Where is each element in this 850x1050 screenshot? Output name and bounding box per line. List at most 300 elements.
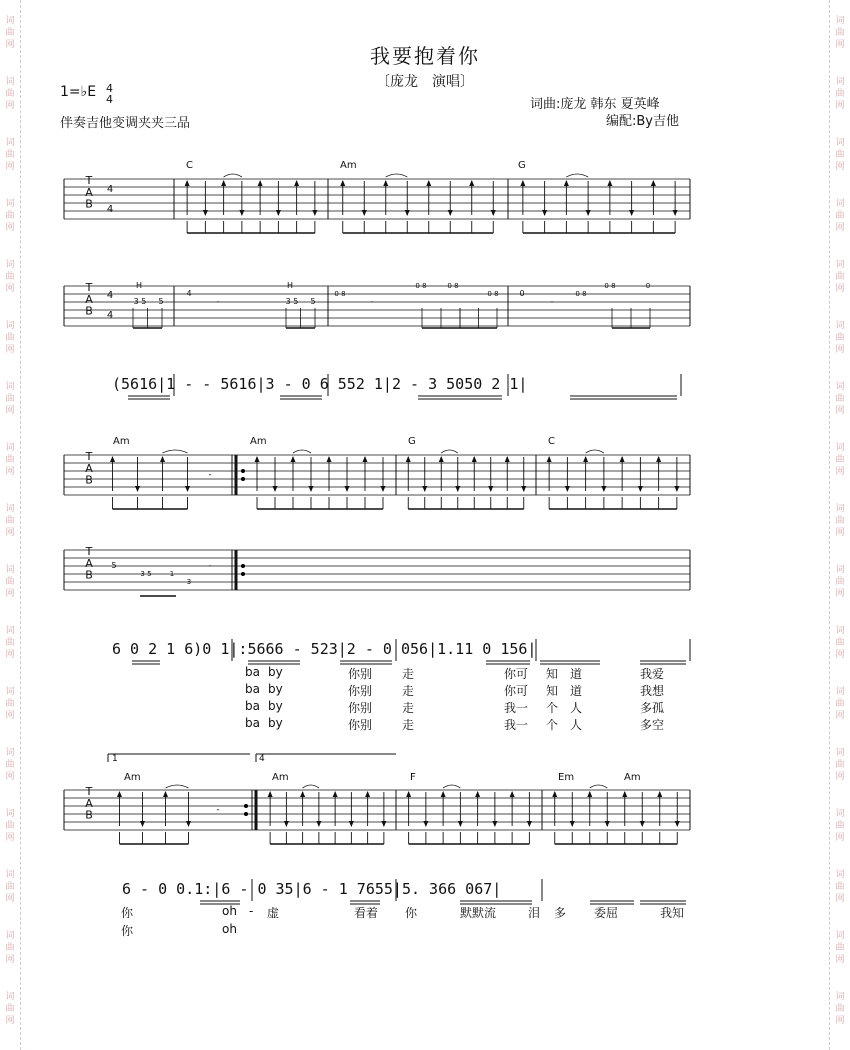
watermark-glyph: 网 bbox=[5, 345, 15, 355]
watermark-glyph: 网 bbox=[835, 284, 845, 294]
strum-up-arrow bbox=[620, 456, 625, 462]
tie-arc bbox=[166, 785, 189, 788]
watermark-glyph: 词 bbox=[5, 504, 15, 514]
tab-letter: T bbox=[85, 785, 93, 799]
lyric-word: 走 bbox=[402, 718, 415, 732]
lyric-word: 看着 bbox=[354, 906, 379, 920]
repeat-dot bbox=[241, 572, 245, 576]
tie-arc bbox=[386, 174, 408, 177]
singer-credit: 〔庞龙 演唱〕 bbox=[376, 74, 474, 90]
strum-down-arrow bbox=[140, 821, 145, 827]
strum-down-arrow bbox=[601, 486, 606, 492]
strum-down-arrow bbox=[605, 821, 610, 827]
tab-letter: A bbox=[85, 185, 93, 199]
chord-label: Am bbox=[250, 436, 267, 447]
tab-letter: B bbox=[85, 304, 93, 318]
chord-label: C bbox=[186, 160, 193, 171]
tab-letter: T bbox=[85, 174, 93, 188]
watermark-glyph: 词 bbox=[835, 16, 845, 26]
strum-down-arrow bbox=[309, 486, 314, 492]
ending-1-label: 1 bbox=[112, 754, 118, 764]
watermark-glyph: 词 bbox=[835, 687, 845, 697]
rest-mark: - bbox=[208, 561, 212, 571]
watermark-glyph: 网 bbox=[5, 467, 15, 477]
lyric-word: 道 bbox=[570, 667, 583, 681]
strum-down-arrow bbox=[629, 210, 634, 216]
strum-up-arrow bbox=[406, 791, 411, 797]
strum-up-arrow bbox=[221, 180, 226, 186]
strum-down-arrow bbox=[135, 486, 140, 492]
watermark-glyph: 词 bbox=[835, 931, 845, 941]
rest-mark: - bbox=[208, 470, 212, 480]
lyric-word: 虚 bbox=[267, 906, 280, 920]
strum-down-arrow bbox=[423, 821, 428, 827]
strum-up-arrow bbox=[333, 791, 338, 797]
lyricist-composer: 词曲:庞龙 韩东 夏英峰 bbox=[530, 97, 660, 112]
strum-up-arrow bbox=[291, 456, 296, 462]
lyric-word: 多 bbox=[554, 906, 567, 920]
strum-down-arrow bbox=[381, 821, 386, 827]
lyric-word: 你别 bbox=[348, 684, 373, 698]
lyric-word: - bbox=[249, 904, 254, 918]
lyric-word: 走 bbox=[402, 684, 415, 698]
strum-up-arrow bbox=[268, 791, 273, 797]
lyric-word: ba bbox=[245, 716, 260, 730]
tab-letter: T bbox=[85, 450, 93, 464]
lyric-word: 我爱 bbox=[640, 667, 665, 681]
lyric-word: 多空 bbox=[640, 718, 665, 732]
lyric-word: 多孤 bbox=[640, 701, 665, 715]
lyric-word: ba bbox=[245, 699, 260, 713]
tie-arc bbox=[590, 785, 608, 788]
watermark-glyph: 曲 bbox=[5, 760, 15, 770]
watermark-glyph: 曲 bbox=[835, 1004, 845, 1014]
lyric-word: by bbox=[268, 716, 283, 730]
watermark-glyph: 曲 bbox=[5, 28, 15, 38]
tab-number: 0 8 bbox=[334, 290, 346, 298]
strum-down-arrow bbox=[570, 821, 575, 827]
tab-number: 0 8 bbox=[575, 290, 587, 298]
watermark-glyph: 曲 bbox=[835, 333, 845, 343]
lyric-word: 我想 bbox=[640, 684, 665, 698]
strum-up-arrow bbox=[622, 791, 627, 797]
tab-number: 4 bbox=[186, 289, 192, 298]
strum-down-arrow bbox=[273, 486, 278, 492]
tab-number: 5 bbox=[111, 561, 117, 570]
tab-number: H bbox=[135, 281, 143, 290]
strum-up-arrow bbox=[406, 456, 411, 462]
watermark-glyph: 曲 bbox=[5, 333, 15, 343]
watermark-glyph: 词 bbox=[835, 809, 845, 819]
watermark-glyph: 网 bbox=[835, 223, 845, 233]
strum-up-arrow bbox=[587, 791, 592, 797]
tab-number: 1 bbox=[169, 570, 175, 578]
tie-arc bbox=[566, 174, 588, 177]
watermark-glyph: 网 bbox=[835, 833, 845, 843]
watermark-glyph: 曲 bbox=[5, 394, 15, 404]
strum-down-arrow bbox=[381, 486, 386, 492]
watermark-glyph: 网 bbox=[835, 955, 845, 965]
tab-number: H bbox=[286, 281, 294, 290]
strum-up-arrow bbox=[300, 791, 305, 797]
time-sig-number: 4 bbox=[106, 310, 114, 321]
strum-up-arrow bbox=[552, 791, 557, 797]
chord-label: G bbox=[408, 436, 416, 447]
strum-down-arrow bbox=[675, 821, 680, 827]
repeat-dot bbox=[241, 564, 245, 568]
watermark-glyph: 曲 bbox=[835, 638, 845, 648]
strum-down-arrow bbox=[492, 821, 497, 827]
strum-up-arrow bbox=[258, 180, 263, 186]
watermark-glyph: 曲 bbox=[835, 516, 845, 526]
strum-up-arrow bbox=[651, 180, 656, 186]
tab-letter: T bbox=[85, 281, 93, 295]
watermark-glyph: 曲 bbox=[835, 455, 845, 465]
watermark-glyph: 词 bbox=[5, 443, 15, 453]
lyric-word: 我一 bbox=[504, 701, 529, 715]
tab-number: 5 bbox=[158, 297, 164, 306]
chord-label: C bbox=[548, 436, 555, 447]
watermark-glyph: 曲 bbox=[5, 577, 15, 587]
watermark-glyph: 词 bbox=[5, 626, 15, 636]
strum-down-arrow bbox=[345, 486, 350, 492]
strum-up-arrow bbox=[469, 180, 474, 186]
watermark-glyph: 词 bbox=[835, 199, 845, 209]
strum-up-arrow bbox=[510, 791, 515, 797]
watermark-glyph: 词 bbox=[835, 321, 845, 331]
watermark-glyph: 曲 bbox=[835, 577, 845, 587]
watermark-glyph: 曲 bbox=[5, 516, 15, 526]
watermark-glyph: 词 bbox=[5, 687, 15, 697]
time-sig-number: 4 bbox=[106, 290, 114, 301]
watermark-glyph: 网 bbox=[835, 40, 845, 50]
watermark-glyph: 网 bbox=[835, 772, 845, 782]
strum-up-arrow bbox=[327, 456, 332, 462]
strum-down-arrow bbox=[362, 210, 367, 216]
strum-down-arrow bbox=[455, 486, 460, 492]
watermark-glyph: 曲 bbox=[5, 150, 15, 160]
watermark-glyph: 词 bbox=[835, 382, 845, 392]
arranger: 编配:By吉他 bbox=[606, 114, 679, 129]
strum-down-arrow bbox=[185, 486, 190, 492]
lyric-word: 你 bbox=[405, 906, 418, 920]
tab-letter: A bbox=[85, 556, 93, 570]
watermark-glyph: 网 bbox=[5, 1016, 15, 1026]
watermark-glyph: 曲 bbox=[5, 882, 15, 892]
tie-arc bbox=[586, 450, 604, 453]
watermark-glyph: 词 bbox=[5, 565, 15, 575]
lyric-word: 道 bbox=[570, 684, 583, 698]
lyric-word: 走 bbox=[402, 701, 415, 715]
tab-number: 0 bbox=[519, 289, 525, 298]
strum-up-arrow bbox=[117, 791, 122, 797]
strum-down-arrow bbox=[186, 821, 191, 827]
lyric-word: 委屈 bbox=[594, 906, 619, 920]
rest-mark: - bbox=[216, 805, 220, 815]
tab-number: 3 5 bbox=[140, 570, 152, 578]
lyric-word: 个 bbox=[546, 701, 559, 715]
lyric-word: 泪 bbox=[528, 906, 541, 920]
watermark-glyph: 曲 bbox=[835, 150, 845, 160]
strum-down-arrow bbox=[349, 821, 354, 827]
lyric-word: 你 bbox=[121, 924, 134, 938]
watermark-glyph: 网 bbox=[835, 711, 845, 721]
watermark-glyph: 词 bbox=[835, 626, 845, 636]
tie-arc bbox=[163, 450, 188, 453]
strum-down-arrow bbox=[203, 210, 208, 216]
strum-down-arrow bbox=[488, 486, 493, 492]
watermark-glyph: 曲 bbox=[835, 882, 845, 892]
strum-up-arrow bbox=[363, 456, 368, 462]
strum-up-arrow bbox=[441, 791, 446, 797]
strum-up-arrow bbox=[472, 456, 477, 462]
lyric-word: 你别 bbox=[348, 667, 373, 681]
time-sig-number: 4 bbox=[106, 204, 114, 215]
watermark-glyph: 词 bbox=[5, 809, 15, 819]
ending-4-label: 4 bbox=[259, 754, 265, 764]
strum-down-arrow bbox=[422, 486, 427, 492]
watermark-glyph: 网 bbox=[835, 528, 845, 538]
watermark-glyph: 网 bbox=[5, 711, 15, 721]
strum-up-arrow bbox=[583, 456, 588, 462]
lyric-word: 你可 bbox=[504, 667, 529, 681]
strum-down-arrow bbox=[458, 821, 463, 827]
watermark-glyph: 词 bbox=[5, 748, 15, 758]
repeat-dot bbox=[241, 469, 245, 473]
chord-label: Am bbox=[340, 160, 357, 171]
tab-number: 5 bbox=[310, 297, 316, 306]
watermark-glyph: 曲 bbox=[5, 638, 15, 648]
strum-down-arrow bbox=[586, 210, 591, 216]
watermark-glyph: 网 bbox=[835, 650, 845, 660]
strum-up-arrow bbox=[340, 180, 345, 186]
lyric-word: 默默流 bbox=[460, 906, 497, 920]
watermark-glyph: 词 bbox=[5, 138, 15, 148]
tab-number: 0 8 bbox=[415, 282, 427, 290]
watermark-glyph: 词 bbox=[5, 992, 15, 1002]
time-signature-top: 4 bbox=[106, 82, 113, 95]
tab-letter: B bbox=[85, 473, 93, 487]
watermark-glyph: 网 bbox=[835, 467, 845, 477]
watermark-glyph: 词 bbox=[835, 992, 845, 1002]
strum-down-arrow bbox=[521, 486, 526, 492]
watermark-glyph: 网 bbox=[5, 101, 15, 111]
strum-down-arrow bbox=[673, 210, 678, 216]
watermark-glyph: 网 bbox=[835, 406, 845, 416]
watermark-glyph: 词 bbox=[5, 77, 15, 87]
watermark-glyph: 词 bbox=[5, 870, 15, 880]
lyric-word: 个 bbox=[546, 718, 559, 732]
watermark-glyph: 词 bbox=[5, 199, 15, 209]
watermark-glyph: 词 bbox=[5, 16, 15, 26]
tab-number: 0 8 bbox=[487, 290, 499, 298]
lyric-word: 走 bbox=[402, 667, 415, 681]
watermark-glyph: 曲 bbox=[835, 89, 845, 99]
watermark-glyph: 曲 bbox=[5, 211, 15, 221]
tab-number: 0 bbox=[645, 282, 651, 290]
watermark-glyph: 网 bbox=[5, 284, 15, 294]
repeat-dot bbox=[244, 812, 248, 816]
strum-down-arrow bbox=[542, 210, 547, 216]
watermark-glyph: 网 bbox=[835, 894, 845, 904]
strum-up-arrow bbox=[656, 456, 661, 462]
strum-down-arrow bbox=[239, 210, 244, 216]
watermark-glyph: 曲 bbox=[835, 272, 845, 282]
strum-up-arrow bbox=[657, 791, 662, 797]
watermark-glyph: 网 bbox=[835, 1016, 845, 1026]
strum-up-arrow bbox=[547, 456, 552, 462]
watermark-glyph: 网 bbox=[5, 528, 15, 538]
rest-mark: - bbox=[216, 297, 220, 307]
tab-letter: B bbox=[85, 568, 93, 582]
song-title: 我要抱着你 bbox=[370, 44, 480, 68]
jianpu-line: 6 0 2 1 6)0 1|:5666 - 523|2 - 0 056|1.11 0 156| bbox=[112, 640, 537, 658]
strum-up-arrow bbox=[255, 456, 260, 462]
lyric-word: by bbox=[268, 699, 283, 713]
strum-down-arrow bbox=[316, 821, 321, 827]
lyric-word: oh bbox=[222, 922, 237, 936]
watermark-glyph: 网 bbox=[5, 162, 15, 172]
watermark-glyph: 曲 bbox=[835, 394, 845, 404]
time-signature-bottom: 4 bbox=[106, 93, 113, 106]
strum-down-arrow bbox=[674, 486, 679, 492]
tab-letter: T bbox=[85, 545, 93, 559]
watermark-glyph: 曲 bbox=[5, 821, 15, 831]
watermark-glyph: 词 bbox=[835, 870, 845, 880]
chord-label: Am bbox=[113, 436, 130, 447]
chord-label: Am bbox=[124, 772, 141, 783]
watermark-glyph: 网 bbox=[835, 589, 845, 599]
watermark-glyph: 曲 bbox=[835, 28, 845, 38]
tab-number: 3 5 bbox=[285, 297, 299, 306]
lyric-word: 知 bbox=[546, 684, 559, 698]
strum-up-arrow bbox=[185, 180, 190, 186]
watermark-glyph: 曲 bbox=[5, 1004, 15, 1014]
strum-up-arrow bbox=[294, 180, 299, 186]
watermark-glyph: 曲 bbox=[835, 699, 845, 709]
strum-down-arrow bbox=[640, 821, 645, 827]
watermark-glyph: 词 bbox=[835, 77, 845, 87]
lyric-word: 你别 bbox=[348, 718, 373, 732]
lyric-word: 我一 bbox=[504, 718, 529, 732]
watermark-glyph: 网 bbox=[5, 223, 15, 233]
chord-label: Am bbox=[272, 772, 289, 783]
tab-number: 3 5 bbox=[133, 297, 147, 306]
tab-letter: A bbox=[85, 461, 93, 475]
strum-up-arrow bbox=[383, 180, 388, 186]
tie-arc bbox=[441, 450, 458, 453]
tie-arc bbox=[303, 785, 319, 788]
watermark-glyph: 曲 bbox=[835, 821, 845, 831]
tie-arc bbox=[224, 174, 242, 177]
rest-mark: - bbox=[550, 297, 554, 307]
watermark-glyph: 网 bbox=[5, 650, 15, 660]
lyric-word: by bbox=[268, 665, 283, 679]
tab-number: 0 8 bbox=[447, 282, 459, 290]
strum-down-arrow bbox=[276, 210, 281, 216]
watermark-glyph: 词 bbox=[5, 321, 15, 331]
watermark-glyph: 网 bbox=[5, 955, 15, 965]
watermark-glyph: 曲 bbox=[835, 760, 845, 770]
strum-up-arrow bbox=[426, 180, 431, 186]
watermark-glyph: 曲 bbox=[5, 699, 15, 709]
jianpu-line: 6 - 0 0.1:|6 - 0 35|6 - 1 7655|5. 366 067| bbox=[122, 880, 502, 898]
strum-up-arrow bbox=[505, 456, 510, 462]
tab-letter: B bbox=[85, 197, 93, 211]
tab-number: 0 8 bbox=[604, 282, 616, 290]
tab-letter: A bbox=[85, 292, 93, 306]
lyric-word: ba bbox=[245, 665, 260, 679]
watermark-glyph: 曲 bbox=[835, 211, 845, 221]
tab-letter: A bbox=[85, 796, 93, 810]
repeat-dot bbox=[241, 477, 245, 481]
lyric-word: 你 bbox=[121, 906, 134, 920]
watermark-glyph: 网 bbox=[5, 40, 15, 50]
lyric-word: 你别 bbox=[348, 701, 373, 715]
strum-up-arrow bbox=[439, 456, 444, 462]
watermark-glyph: 曲 bbox=[5, 455, 15, 465]
watermark-glyph: 词 bbox=[835, 443, 845, 453]
lyric-word: 知 bbox=[546, 667, 559, 681]
chord-label: G bbox=[518, 160, 526, 171]
watermark-glyph: 网 bbox=[835, 162, 845, 172]
tie-arc bbox=[443, 785, 460, 788]
strum-up-arrow bbox=[365, 791, 370, 797]
strum-down-arrow bbox=[527, 821, 532, 827]
watermark-glyph: 词 bbox=[5, 260, 15, 270]
watermark-glyph: 网 bbox=[5, 589, 15, 599]
watermark-glyph: 词 bbox=[835, 565, 845, 575]
watermark-glyph: 网 bbox=[5, 772, 15, 782]
watermark-glyph: 网 bbox=[5, 833, 15, 843]
lyric-word: 人 bbox=[570, 701, 583, 715]
strum-up-arrow bbox=[160, 456, 165, 462]
watermark-glyph: 曲 bbox=[5, 272, 15, 282]
strum-down-arrow bbox=[284, 821, 289, 827]
strum-up-arrow bbox=[607, 180, 612, 186]
lyric-word: 你可 bbox=[504, 684, 529, 698]
strum-down-arrow bbox=[565, 486, 570, 492]
watermark-glyph: 曲 bbox=[5, 89, 15, 99]
watermark-glyph: 词 bbox=[835, 260, 845, 270]
watermark-glyph: 词 bbox=[5, 382, 15, 392]
key-signature: 1=♭E bbox=[60, 84, 97, 100]
strum-up-arrow bbox=[564, 180, 569, 186]
tab-letter: B bbox=[85, 808, 93, 822]
lyric-word: by bbox=[268, 682, 283, 696]
lyric-word: 人 bbox=[570, 718, 583, 732]
watermark-glyph: 网 bbox=[5, 406, 15, 416]
watermark-glyph: 词 bbox=[835, 504, 845, 514]
watermark-glyph: 网 bbox=[835, 345, 845, 355]
watermark-glyph: 网 bbox=[835, 101, 845, 111]
strum-up-arrow bbox=[110, 456, 115, 462]
jianpu-line: (5616|1 - - 5616|3 - 0 6 552 1|2 - 3 5050 2 1| bbox=[112, 375, 528, 393]
watermark-glyph: 词 bbox=[5, 931, 15, 941]
watermark-glyph: 曲 bbox=[5, 943, 15, 953]
strum-down-arrow bbox=[448, 210, 453, 216]
chord-label: Em bbox=[558, 772, 575, 783]
time-sig-number: 4 bbox=[106, 184, 114, 195]
capo-note: 伴奏吉他变调夹夹三品 bbox=[60, 116, 191, 131]
lyric-word: 我知 bbox=[660, 906, 685, 920]
strum-down-arrow bbox=[491, 210, 496, 216]
tie-arc bbox=[293, 450, 311, 453]
watermark-glyph: 网 bbox=[5, 894, 15, 904]
strum-down-arrow bbox=[405, 210, 410, 216]
watermark-glyph: 词 bbox=[835, 138, 845, 148]
strum-up-arrow bbox=[163, 791, 168, 797]
